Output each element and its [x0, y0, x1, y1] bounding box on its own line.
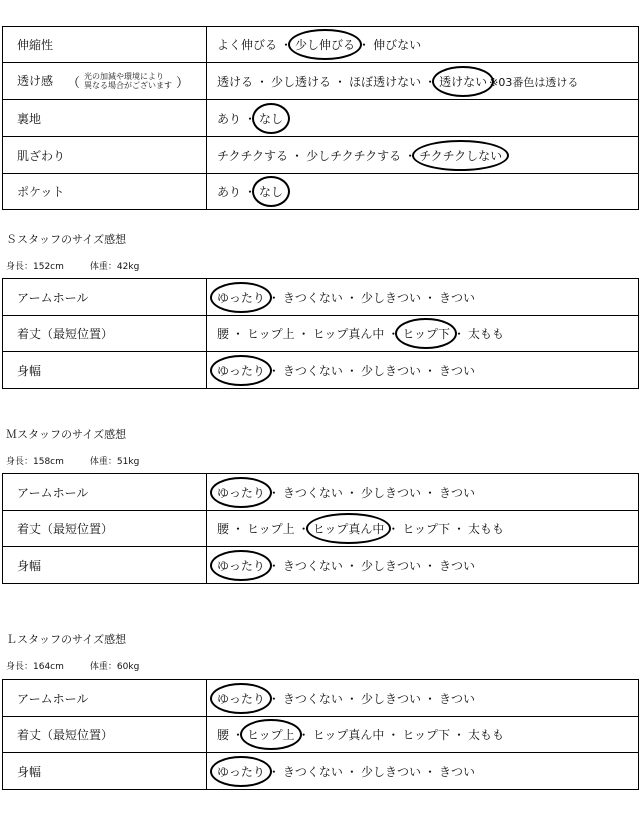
- option: 少しきつい: [360, 558, 421, 573]
- property-row: [3, 63, 639, 100]
- label-lining: 裏地: [17, 111, 42, 126]
- option-selected: 透けない: [439, 74, 488, 89]
- size-row: [3, 316, 639, 352]
- label-length: 着丈（最短位置）: [17, 728, 114, 742]
- option-selected: なし: [259, 185, 284, 199]
- label-pocket: ポケット: [17, 185, 65, 199]
- row-label: [3, 316, 207, 352]
- option-selected: ゆったり: [217, 290, 265, 305]
- row-label: [3, 63, 207, 100]
- weight-value: 体重：51kg: [89, 457, 140, 467]
- label-sheerness: 透け感: [17, 73, 54, 88]
- weight-value: 体重：42kg: [89, 262, 140, 272]
- option-separator: ・: [345, 485, 358, 500]
- row-label: [3, 680, 207, 717]
- option-separator: ・: [232, 327, 245, 341]
- size-table-m: [2, 473, 639, 584]
- options: [207, 362, 638, 379]
- option-separator: ・: [423, 558, 436, 573]
- option-separator: ・: [345, 558, 358, 573]
- measurements-m: [6, 454, 139, 467]
- option: きつくない: [282, 764, 343, 779]
- option: 少しきつい: [360, 764, 421, 779]
- option-separator: ・: [232, 728, 245, 742]
- options: [207, 763, 638, 780]
- row-label: [3, 352, 207, 389]
- option: 少しきつい: [360, 363, 421, 378]
- option: 少し透ける: [271, 74, 332, 89]
- options: [207, 726, 638, 743]
- option-selected: ゆったり: [217, 363, 265, 378]
- option: ヒップ下: [402, 522, 450, 536]
- option-separator: ・: [244, 111, 257, 126]
- option-separator: ・: [423, 485, 436, 500]
- option: チクチクする: [217, 148, 289, 163]
- option: ほぼ透けない: [349, 74, 422, 89]
- option: きつい: [438, 363, 475, 378]
- option-separator: ・: [387, 728, 400, 742]
- options-cell: [207, 680, 639, 717]
- option: 太もも: [468, 522, 505, 536]
- options-cell: [207, 279, 639, 316]
- option-separator: ・: [423, 764, 436, 779]
- size-row: [3, 352, 639, 389]
- size-row: [3, 547, 639, 584]
- option-selected: 少し伸びる: [295, 38, 356, 52]
- options: [207, 325, 638, 342]
- option-separator: ・: [267, 290, 280, 305]
- option: きつくない: [282, 691, 343, 706]
- row-label: [3, 279, 207, 316]
- option-separator: ・: [345, 691, 358, 706]
- option-separator: ・: [423, 290, 436, 305]
- option-selected: ゆったり: [217, 764, 265, 779]
- option: あり: [217, 185, 242, 199]
- option-separator: ・: [452, 522, 465, 536]
- label-texture: 肌ざわり: [17, 148, 66, 163]
- option-separator: ・: [345, 290, 358, 305]
- options: [207, 690, 638, 707]
- option: あり: [217, 111, 242, 126]
- row-label: [3, 547, 207, 584]
- option: きつい: [438, 485, 475, 500]
- option-selected: ヒップ上: [247, 728, 295, 742]
- options-cell: [207, 717, 639, 753]
- option: 透ける: [217, 74, 254, 89]
- option-separator: ・: [267, 691, 280, 706]
- property-row: [3, 27, 639, 63]
- option: ヒップ上: [247, 522, 295, 536]
- option-separator: ・: [267, 764, 280, 779]
- options: [207, 147, 638, 164]
- option: 腰: [217, 522, 230, 536]
- size-table-s: [2, 278, 639, 389]
- option: ヒップ真ん中: [312, 327, 385, 341]
- option-separator: ・: [424, 74, 437, 89]
- option-separator: ・: [267, 363, 280, 378]
- property-row: [3, 174, 639, 210]
- option: 伸びない: [373, 38, 422, 52]
- options: [207, 484, 638, 501]
- option-separator: ・: [345, 363, 358, 378]
- option-selected: ゆったり: [217, 691, 265, 706]
- option: きつい: [438, 558, 475, 573]
- options-cell: [207, 352, 639, 389]
- section-title-m: Ｍスタッフのサイズ感想: [6, 428, 127, 441]
- row-label: [3, 27, 207, 63]
- option-separator: ・: [256, 74, 269, 89]
- row-label: [3, 474, 207, 511]
- options-cell: [207, 316, 639, 352]
- row-label: [3, 137, 207, 174]
- section-title-l: Ｌスタッフのサイズ感想: [6, 633, 127, 646]
- option-selected: ヒップ真ん中: [312, 522, 385, 536]
- measurements-s: [6, 259, 139, 272]
- size-row: [3, 717, 639, 753]
- paren-close: ）: [176, 75, 190, 91]
- row-label: [3, 753, 207, 790]
- option-note: ※03番色は透ける: [489, 75, 579, 89]
- option: 太もも: [468, 327, 505, 341]
- option: きつくない: [282, 485, 343, 500]
- subnote-line-1: 光の加減や環境により: [84, 72, 165, 81]
- label-width: 身幅: [17, 558, 42, 573]
- label-armhole: アームホール: [17, 691, 89, 706]
- option: 少しきつい: [360, 691, 421, 706]
- height-value: 身長：158cm: [6, 457, 64, 467]
- option: 少しチクチクする: [306, 148, 402, 163]
- measurements-l: [6, 659, 139, 672]
- option: きつい: [438, 691, 475, 706]
- size-row: [3, 680, 639, 717]
- option-selected: チクチクしない: [419, 148, 503, 163]
- option: 少しきつい: [360, 290, 421, 305]
- options-cell: [207, 63, 639, 100]
- label-length: 着丈（最短位置）: [17, 327, 114, 341]
- options: [207, 183, 638, 200]
- label-armhole: アームホール: [17, 485, 89, 500]
- property-row: [3, 137, 639, 174]
- label-width: 身幅: [17, 764, 42, 779]
- options-cell: [207, 511, 639, 547]
- options: [207, 73, 638, 90]
- option-separator: ・: [387, 327, 400, 341]
- option-separator: ・: [297, 327, 310, 341]
- option-selected: ゆったり: [217, 485, 265, 500]
- size-table-l: [2, 679, 639, 790]
- option-separator: ・: [452, 728, 465, 742]
- property-row: [3, 100, 639, 137]
- weight-value: 体重：60kg: [89, 662, 140, 672]
- option-selected: ゆったり: [217, 558, 265, 573]
- sheer-subnote: [84, 72, 172, 90]
- options-cell: [207, 547, 639, 584]
- size-row: [3, 474, 639, 511]
- option-separator: ・: [345, 764, 358, 779]
- option-selected: なし: [259, 111, 284, 126]
- options-cell: [207, 100, 639, 137]
- option: ヒップ上: [247, 327, 295, 341]
- subnote-line-2: 異なる場合がございます: [84, 81, 173, 90]
- option: 太もも: [468, 728, 505, 742]
- property-table: [2, 26, 639, 210]
- option-separator: ・: [358, 38, 371, 52]
- option-separator: ・: [452, 327, 465, 341]
- option: きつくない: [282, 558, 343, 573]
- option: よく伸びる: [217, 38, 278, 52]
- paren-open: （: [67, 75, 81, 91]
- option-separator: ・: [280, 38, 293, 52]
- height-value: 身長：164cm: [6, 662, 64, 672]
- option-separator: ・: [267, 558, 280, 573]
- section-title-s: Ｓスタッフのサイズ感想: [6, 233, 127, 246]
- options: [207, 557, 638, 574]
- options-cell: [207, 753, 639, 790]
- options: [207, 520, 638, 537]
- row-label: [3, 511, 207, 547]
- option-separator: ・: [334, 74, 347, 89]
- option: きつくない: [282, 290, 343, 305]
- height-value: 身長：152cm: [6, 262, 64, 272]
- options: [207, 289, 638, 306]
- label-armhole: アームホール: [17, 290, 89, 305]
- option-selected: ヒップ下: [402, 327, 450, 341]
- label-stretch: 伸縮性: [17, 38, 54, 52]
- option: ヒップ真ん中: [312, 728, 385, 742]
- label-width: 身幅: [17, 363, 42, 378]
- options: [207, 110, 638, 127]
- option-separator: ・: [423, 691, 436, 706]
- option: きつい: [438, 290, 475, 305]
- row-label: [3, 174, 207, 210]
- row-label: [3, 717, 207, 753]
- option: きつい: [438, 764, 475, 779]
- options-cell: [207, 474, 639, 511]
- size-row: [3, 753, 639, 790]
- option: 少しきつい: [360, 485, 421, 500]
- option-separator: ・: [232, 522, 245, 536]
- option-separator: ・: [267, 485, 280, 500]
- options: [207, 36, 638, 53]
- option: ヒップ下: [402, 728, 450, 742]
- size-row: [3, 511, 639, 547]
- options-cell: [207, 174, 639, 210]
- size-row: [3, 279, 639, 316]
- option-separator: ・: [297, 522, 310, 536]
- option: 腰: [217, 327, 230, 341]
- options-cell: [207, 27, 639, 63]
- option-separator: ・: [297, 728, 310, 742]
- option: きつくない: [282, 363, 343, 378]
- option-separator: ・: [423, 363, 436, 378]
- option-separator: ・: [387, 522, 400, 536]
- row-label: [3, 100, 207, 137]
- label-length: 着丈（最短位置）: [17, 522, 114, 536]
- options-cell: [207, 137, 639, 174]
- option-separator: ・: [404, 148, 417, 163]
- option: 腰: [217, 728, 230, 742]
- option-separator: ・: [244, 185, 257, 199]
- option-separator: ・: [291, 148, 304, 163]
